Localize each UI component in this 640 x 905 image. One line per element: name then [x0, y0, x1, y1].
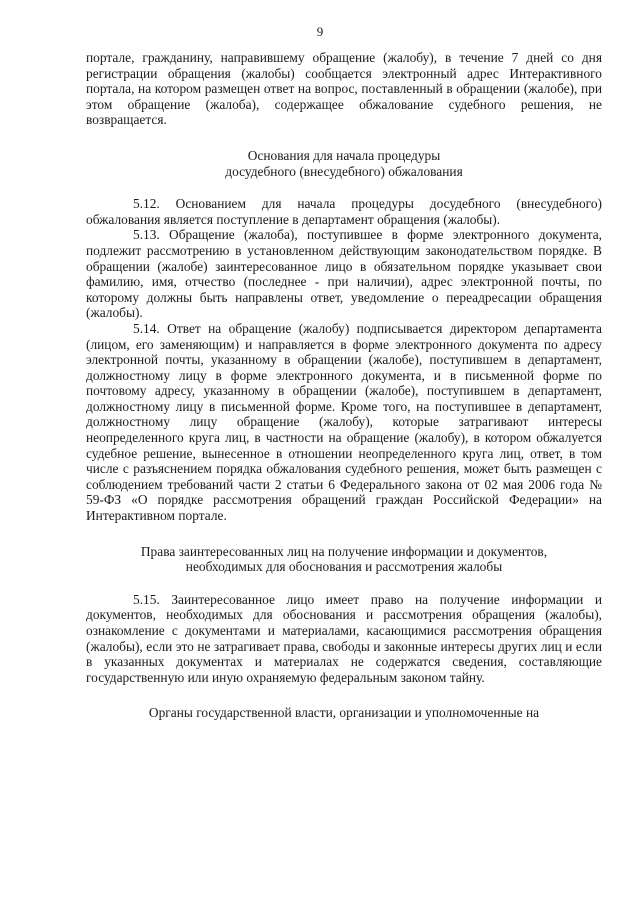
section-heading-grounds [86, 148, 602, 179]
section-heading-line: необходимых для обоснования и рассмотрения жалобы [185, 559, 503, 575]
section-heading-line: Основания для начала процедуры [247, 147, 441, 163]
section-heading-line: Права заинтересованных лиц на получение информации и документов, [140, 543, 548, 559]
document-body [86, 50, 602, 721]
paragraph-5-13: 5.13. Обращение (жалоба), поступившее в форме электронного документа, подлежит рассмотрению в установленном действующим законодательством порядке. В обращении (жалобе) заинтересованное лицо в обязательном порядке указывает свои фамилию, имя, отчество (последнее - при наличии), адрес электронной почты, по которому должны быть направлены ответ, уведомление о переадресации обращения (жалобы). [86, 227, 602, 321]
paragraph-5-14: 5.14. Ответ на обращение (жалобу) подписывается директором департамента (лицом, его заменяющим) и направляется в форме электронного документа по адресу электронной почты, указанному в обращении (жалобе), поступившем в департамент, должностному лицу в форме электронного документа, и в письменной форме по почтовому адресу, указанному в обращении (жалобе), поступившем в департамент, должностному лицу в письменной форме. Кроме того, на поступившее в департамент, должностному лицу обращение (жалобу), которые затрагивают интересы неопределенного круга лиц, в частности на обращение (жалобу), в котором обжалуется судебное решение, вынесенное в отношении неопределенного круга лиц, ответ, в том числе с разъяснением порядка обжалования судебного решения, может быть размещен с соблюдением требований части 2 статьи 6 Федерального закона от 02 мая 2006 года № 59-ФЗ «О порядке рассмотрения обращений граждан Российской Федерации» на Интерактивном портале. [86, 320, 602, 524]
section-heading-rights [86, 544, 602, 575]
page-number: 9 [316, 24, 324, 39]
section-heading-line: Органы государственной власти, организации и уполномоченные на [148, 705, 540, 721]
paragraph-continuation: порталe, гражданину, направившему обращение (жалобу), в течение 7 дней со дня регистрации обращения (жалобы) сообщается электронный адрес Интерактивного портала, на котором размещен ответ на вопрос, поставленный в обращении (жалобе), при этом обращение (жалоба), содержащее обжалование судебного решения, не возвращается. [86, 50, 602, 128]
section-heading-line: досудебного (внесудебного) обжалования [225, 163, 463, 179]
paragraph-5-12: 5.12. Основанием для начала процедуры досудебного (внесудебного) обжалования является поступление в департамент обращения (жалобы). [86, 196, 602, 227]
paragraph-5-15: 5.15. Заинтересованное лицо имеет право на получение информации и документов, необходимых для обоснования и рассмотрения обращения (жалобы), ознакомление с документами и материалами, касающимися рассмотрения обращения (жалобы), если это не затрагивает права, свободы и законные интересы других лиц и если в указанных документах и материалах не содержатся сведения, составляющие государственную или иную охраняемую федеральным законом тайну. [86, 591, 602, 685]
section-heading-authorities [86, 705, 602, 721]
